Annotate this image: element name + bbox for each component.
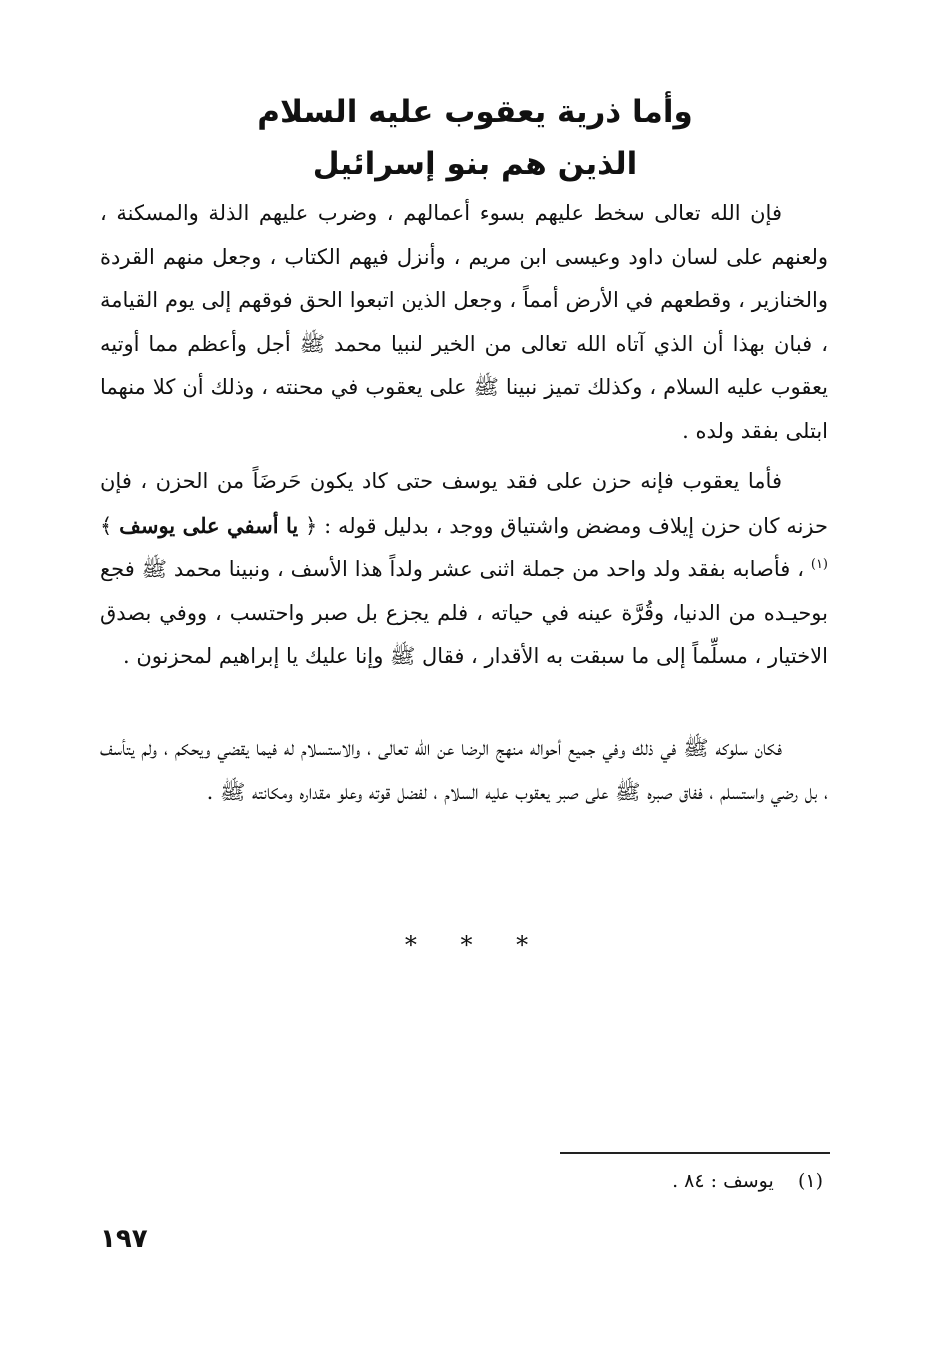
paragraph-1-text: فإن الله تعالى سخط عليهم بسوء أعمالهم ، وضرب عليهم الذلة والمسكنة ، ولعنهم على لسان داود وعيسى ابن مريم ، وأنزل فيهم الكتاب ، وجعل منهم القردة والخنازير ، وقطعهم في الأرض أمماً ، وجعل الذين اتبعوا الحق فوقهم إلى يوم القيامة ، فبان بهذا أن الذي آتاه الله تعالى من الخير لنبيا محمد ﷺ أجل وأعظم مما أوتيه يعقوب عليه السلام ، وكذلك تميز نبينا ﷺ على يعقوب في محنته ، وذلك أن كلا منهما ابتلى بفقد ولده . — [100, 201, 828, 443]
chapter-subtitle: الذين هم بنو إسرائيل — [312, 146, 638, 182]
quote-close-bracket: ﴾ — [100, 513, 120, 538]
page-number: ١٩٧ — [100, 1224, 148, 1254]
footnote-text: يوسف : ٨٤ . — [672, 1170, 774, 1192]
paragraph-1 — [100, 192, 828, 453]
paragraph-2-text-end: ، فأصابه بفقد ولد واحد من جملة اثنى عشر ولداً هذا الأسف ، ونبينا محمد ﷺ فجع بوحيـده من الدنيا، وقُرَّة عينه في حياته ، فلم يجزع بل صبر واحتسب ، ووفي بصدق الاختيار ، مسلِّماً إلى ما سبقت به الأقدار ، فقال ﷺ وإنا عليك يا إبراهيم لمحزنون . — [100, 557, 828, 668]
footnote — [672, 1166, 823, 1196]
paragraph-2 — [100, 460, 828, 679]
paragraph-3-text: فكان سلوكه ﷺ في ذلك وفي جميع أحواله منهج الرضا عن الله تعالى ، والاستسلام له فيما يقضي ويحكم ، ولم يتأسف ، بل رضي واستسلم ، ففاق صبره ﷺ على صبر يعقوب عليه السلام ، لفضل قوته وعلو مقداره ومكانته ﷺ . — [100, 736, 828, 804]
section-separator: * * * — [404, 931, 547, 959]
footnote-marker: (١) — [797, 1170, 823, 1192]
paragraph-3 — [100, 727, 828, 814]
footnote-divider — [560, 1152, 830, 1154]
chapter-title: وأما ذرية يعقوب عليه السلام — [257, 94, 693, 130]
paragraph-2-text-start: فأما يعقوب فإنه حزن على فقد يوسف حتى كاد يكون حَرضَاً من الحزن ، فإن حزنه كان حزن إيلاف ومضض واشتياق ووجد ، بدليل قوله : ﴿ — [100, 469, 828, 538]
footnote-reference: (١) — [810, 557, 828, 572]
quran-quote: يا أسفي على يوسف — [119, 512, 299, 538]
